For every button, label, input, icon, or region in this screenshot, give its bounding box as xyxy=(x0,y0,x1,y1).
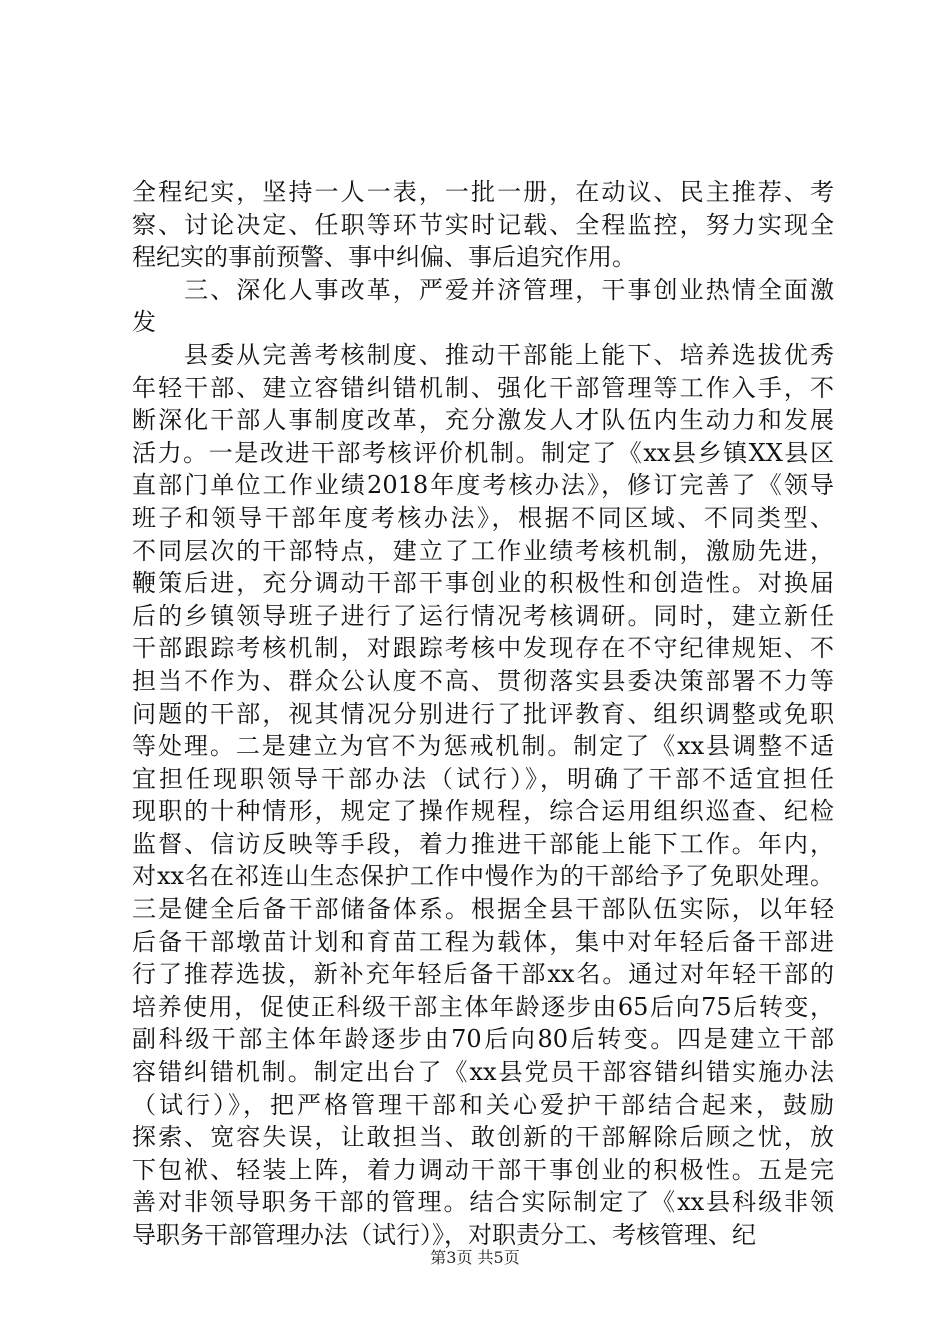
text-line: 培养使用，促使正科级干部主体年龄逐步由65后向75后转变， xyxy=(132,992,834,1021)
text-line: 担当不作为、群众公认度不高、贯彻落实县委决策部署不力等 xyxy=(132,666,834,695)
text-line: 后的乡镇领导班子进行了运行情况考核调研。同时，建立新任 xyxy=(132,601,834,630)
text-line: 等处理。二是建立为官不为惩戒机制。制定了《xx县调整不适 xyxy=(132,732,834,761)
paragraph xyxy=(132,176,834,274)
text-line: 行了推荐选拔，新补充年轻后备干部xx名。通过对年轻干部的 xyxy=(132,960,834,989)
page-footer: 第3页 共5页 xyxy=(430,1248,520,1267)
text-line: 断深化干部人事制度改革，充分激发人才队伍内生动力和发展 xyxy=(132,406,834,435)
text-line: 程纪实的事前预警、事中纠偏、事后追究作用。 xyxy=(132,243,636,272)
text-line: 后备干部墩苗计划和育苗工程为载体，集中对年轻后备干部进 xyxy=(132,927,834,956)
text-line: 副科级干部主体年龄逐步由70后向80后转变。四是建立干部 xyxy=(132,1025,834,1054)
text-line: 对xx名在祁连山生态保护工作中慢作为的干部给予了免职处理。 xyxy=(132,862,834,891)
text-line: 宜担任现职领导干部办法（试行）》，明确了干部不适宜担任 xyxy=(132,764,834,793)
text-line: 活力。一是改进干部考核评价机制。制定了《xx县乡镇XX县区 xyxy=(132,438,834,467)
text-line: 班子和领导干部年度考核办法》，根据不同区域、不同类型、 xyxy=(132,503,834,532)
paragraph xyxy=(132,274,834,339)
text-line: 容错纠错机制。制定出台了《xx县党员干部容错纠错实施办法 xyxy=(132,1058,834,1087)
text-line: 三是健全后备干部储备体系。根据全县干部队伍实际，以年轻 xyxy=(132,895,834,924)
text-line: 年轻干部、建立容错纠错机制、强化干部管理等工作入手，不 xyxy=(132,373,834,402)
text-line: 三、深化人事改革，严爱并济管理，干事创业热情全面激 xyxy=(132,275,834,304)
document-body xyxy=(132,176,834,1252)
text-line: 直部门单位工作业绩2018年度考核办法》，修订完善了《领导 xyxy=(132,471,834,500)
text-line: 察、讨论决定、任职等环节实时记载、全程监控，努力实现全 xyxy=(132,210,834,239)
text-line: 善对非领导职务干部的管理。结合实际制定了《xx县科级非领 xyxy=(132,1188,834,1217)
text-line: 发 xyxy=(132,308,156,337)
text-line: 现职的十种情形，规定了操作规程，综合运用组织巡查、纪检 xyxy=(132,797,834,826)
text-line: 下包袱、轻装上阵，着力调动干部干事创业的积极性。五是完 xyxy=(132,1155,834,1184)
text-line: 不同层次的干部特点，建立了工作业绩考核机制，激励先进， xyxy=(132,536,834,565)
text-line: 导职务干部管理办法（试行）》，对职责分工、考核管理、纪 xyxy=(132,1221,756,1249)
text-line: 问题的干部，视其情况分别进行了批评教育、组织调整或免职 xyxy=(132,699,834,728)
text-line: 探索、宽容失误，让敢担当、敢创新的干部解除后顾之忧，放 xyxy=(132,1123,834,1152)
text-line: 鞭策后进，充分调动干部干事创业的积极性和创造性。对换届 xyxy=(132,569,834,598)
text-line: （试行）》，把严格管理干部和关心爱护干部结合起来，鼓励 xyxy=(132,1090,834,1119)
text-line: 全程纪实，坚持一人一表，一批一册，在动议、民主推荐、考 xyxy=(132,178,834,206)
text-line: 监督、信访反映等手段，着力推进干部能上能下工作。年内， xyxy=(132,829,834,858)
text-line: 县委从完善考核制度、推动干部能上能下、培养选拔优秀 xyxy=(132,340,834,369)
paragraph xyxy=(132,339,834,1252)
text-line: 干部跟踪考核机制，对跟踪考核中发现存在不守纪律规矩、不 xyxy=(132,634,834,663)
